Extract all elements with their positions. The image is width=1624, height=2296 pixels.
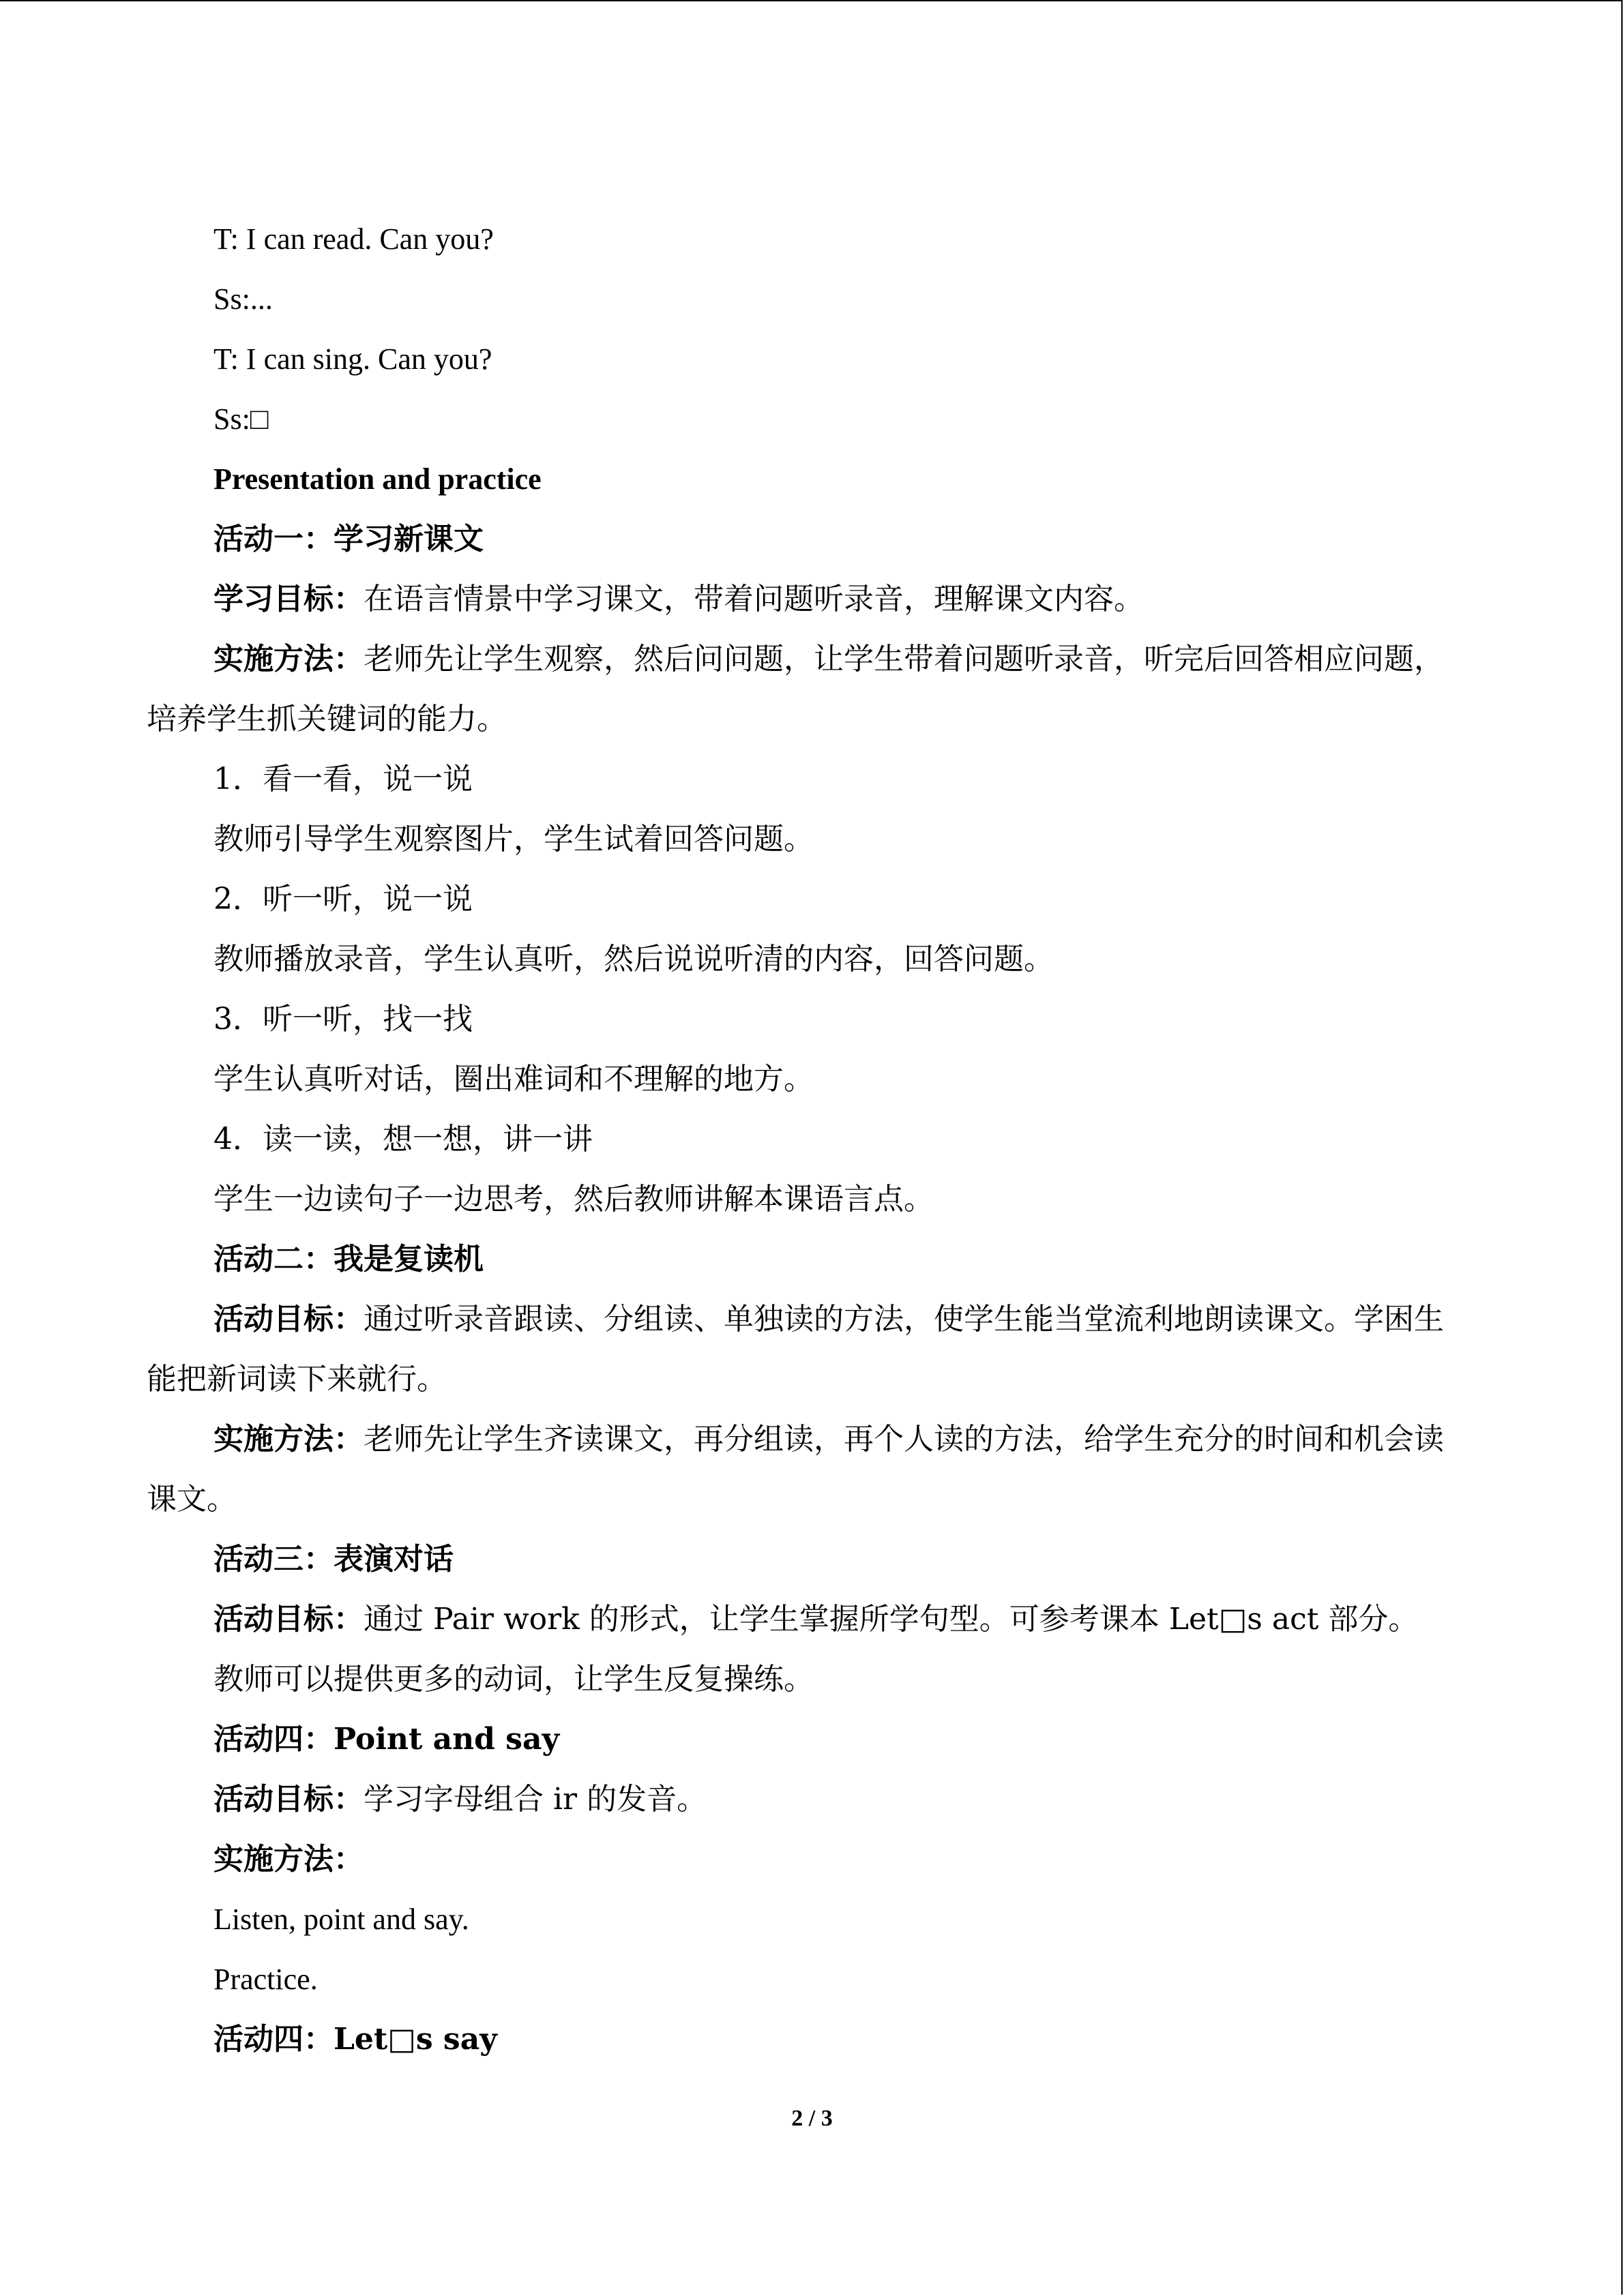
- activity-3-note: 教师可以提供更多的动词，让学生反复操练。: [213, 1662, 814, 1697]
- section-heading-presentation: Presentation and practice: [213, 462, 542, 496]
- goal-text: 学习字母组合 ir 的发音。: [364, 1782, 707, 1817]
- method-label: 实施方法：: [213, 1422, 364, 1457]
- step-3-title: 3．听一听，找一找: [213, 1002, 473, 1037]
- goal-text: 在语言情景中学习课文，带着问题听录音，理解课文内容。: [364, 582, 1144, 616]
- document-body: [147, 209, 1463, 2070]
- activity-4-goal: [147, 1770, 1463, 1830]
- dialogue-teacher-sing: T: I can sing. Can you?: [213, 342, 492, 376]
- goal-label: 活动目标：: [213, 1302, 364, 1337]
- activity-heading-4: 活动四：Point and say: [213, 1722, 560, 1757]
- activity-4-method-label: 实施方法：: [213, 1842, 364, 1877]
- method-text: 老师先让学生观察，然后问问题，让学生带着问题听录音，听完后回答相应问题，培养学生抓关键词的能力。: [147, 642, 1444, 736]
- activity-4-step-practice: Practice.: [213, 1963, 318, 1996]
- dialogue-teacher-read: T: I can read. Can you?: [213, 222, 494, 256]
- activity-2-goal: [147, 1289, 1463, 1410]
- activity-1-method: [147, 629, 1463, 749]
- dialogue-students-2: Ss:□: [213, 402, 269, 436]
- activity-4-step-listen: Listen, point and say.: [213, 1903, 469, 1936]
- activity-heading-lets-say: 活动四：Let□s say: [213, 2022, 497, 2057]
- goal-label: 活动目标：: [213, 1782, 364, 1817]
- goal-label: 学习目标：: [213, 582, 364, 616]
- activity-heading-1: 活动一：学习新课文: [213, 522, 484, 556]
- activity-heading-3: 活动三：表演对话: [213, 1542, 454, 1577]
- method-label: 实施方法：: [213, 642, 364, 676]
- activity-heading-2: 活动二：我是复读机: [213, 1242, 484, 1277]
- goal-text: 通过听录音跟读、分组读、单独读的方法，使学生能当堂流利地朗读课文。学困生能把新词读下来就行。: [147, 1302, 1444, 1397]
- page-number: 2 / 3: [791, 2106, 833, 2131]
- step-3-text: 学生认真听对话，圈出难词和不理解的地方。: [213, 1062, 814, 1097]
- activity-1-goal: [147, 569, 1463, 629]
- step-4-text: 学生一边读句子一边思考，然后教师讲解本课语言点。: [213, 1182, 934, 1217]
- step-4-title: 4．读一读，想一想，讲一讲: [213, 1122, 593, 1157]
- dialogue-students-1: Ss:...: [213, 282, 273, 316]
- goal-label: 活动目标：: [213, 1602, 364, 1637]
- step-1-text: 教师引导学生观察图片，学生试着回答问题。: [213, 822, 814, 856]
- step-1-title: 1．看一看，说一说: [213, 762, 473, 796]
- step-2-title: 2．听一听，说一说: [213, 882, 473, 916]
- step-2-text: 教师播放录音，学生认真听，然后说说听清的内容，回答问题。: [213, 942, 1054, 976]
- method-text: 老师先让学生齐读课文，再分组读，再个人读的方法，给学生充分的时间和机会读课文。: [147, 1422, 1444, 1517]
- activity-3-goal: [147, 1590, 1463, 1650]
- goal-text: 通过 Pair work 的形式，让学生掌握所学句型。可参考课本 Let□s act 部分。: [364, 1602, 1419, 1637]
- activity-2-method: [147, 1410, 1463, 1530]
